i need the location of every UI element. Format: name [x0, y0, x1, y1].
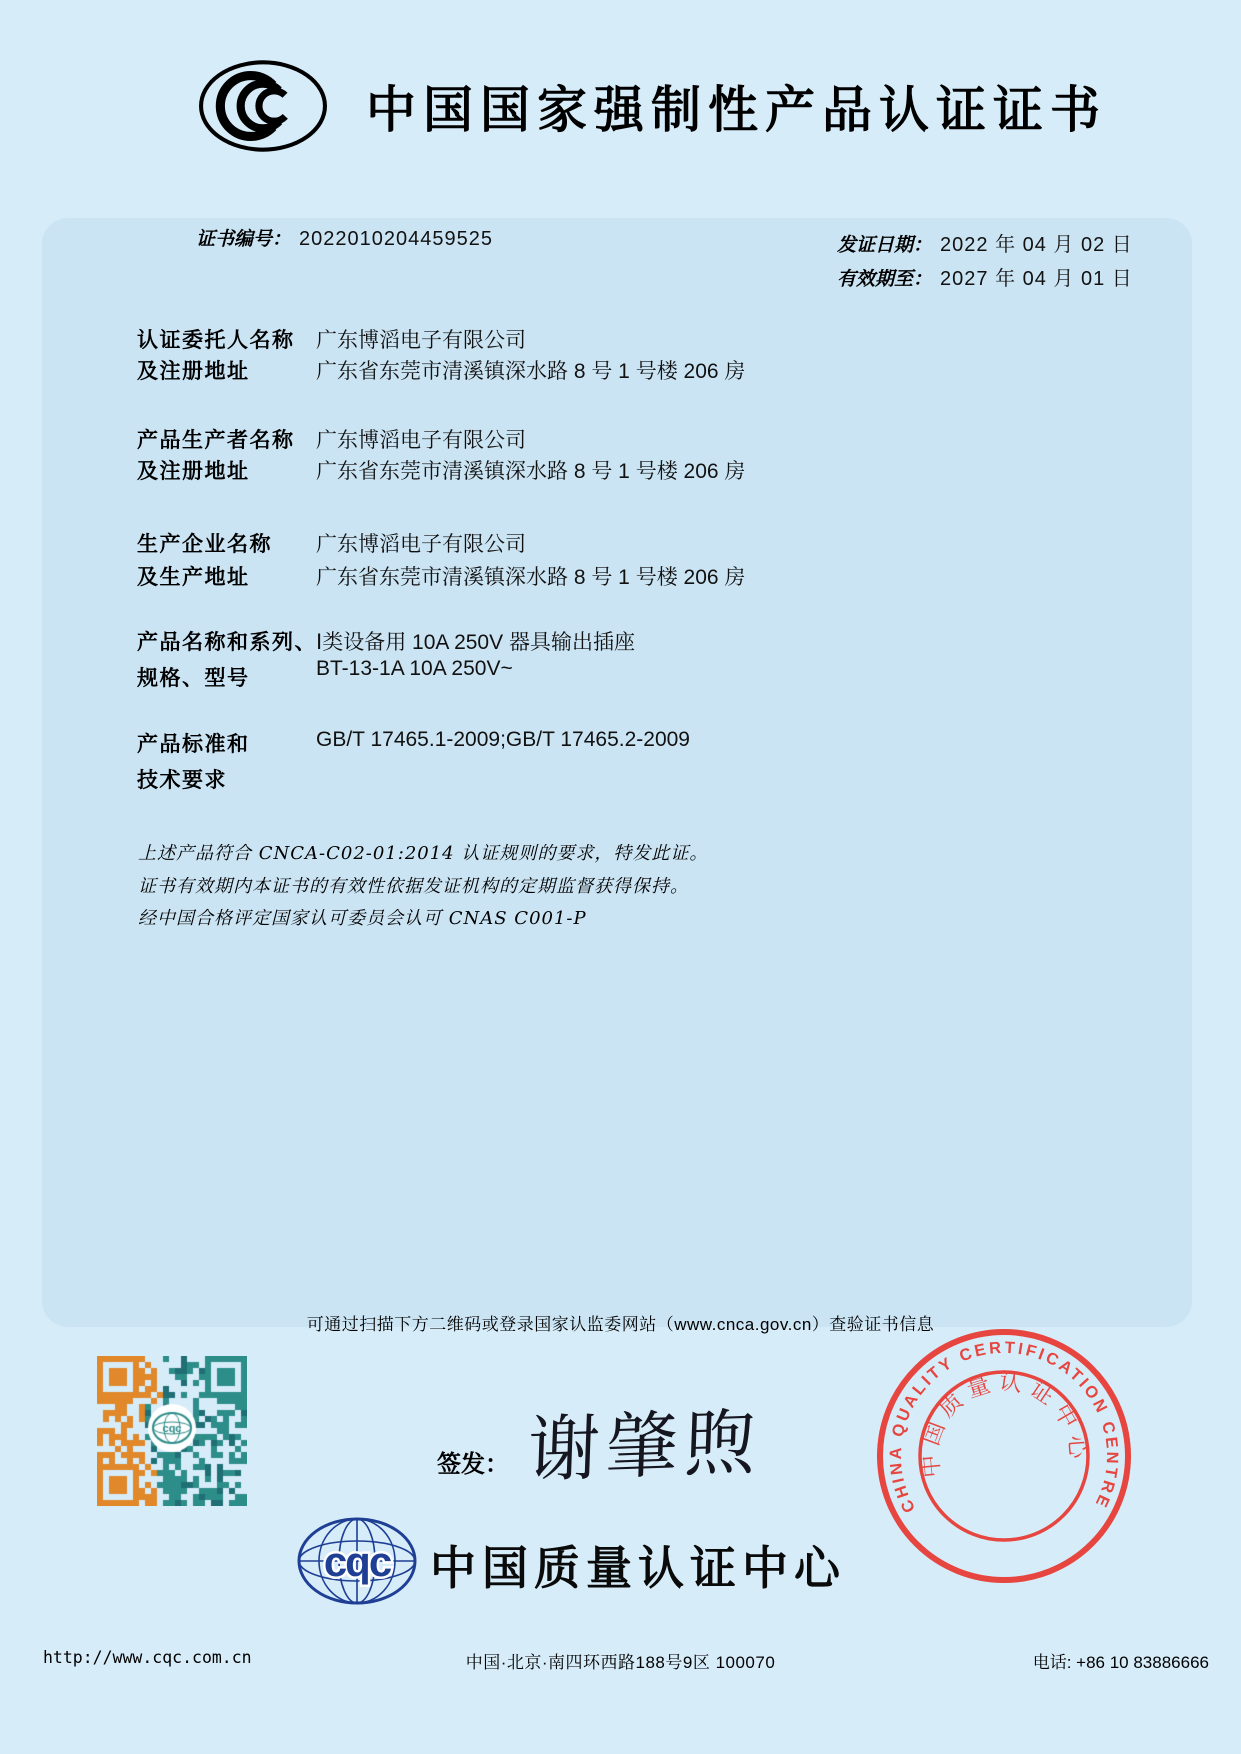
issuer-name: 中国质量认证中心 [430, 1542, 846, 1594]
cqc-logo-letters: cqc [323, 1538, 391, 1585]
field-label: 及注册地址 [137, 360, 250, 383]
footer-phone: 电话: +86 10 83886666 [1032, 1653, 1209, 1672]
certificate-number-label: 证书编号： [196, 228, 292, 250]
field-label: 规格、型号 [137, 667, 250, 690]
certificate-number: 2022010204459525 [299, 228, 493, 250]
qr-code [97, 1356, 247, 1506]
stamp-outer-text: CHINA QUALITY CERTIFICATION CENTRE [886, 1338, 1122, 1516]
field-label: 产品标准和 [137, 733, 250, 756]
field-label: 产品生产者名称 [137, 429, 295, 452]
stamp-inner-text: 中国质量认证中心 [915, 1367, 1092, 1480]
field-label: 及生产地址 [137, 566, 250, 589]
statement-line: 经中国合格评定国家认可委员会认可 CNAS C001-P [138, 908, 587, 929]
sign-label: 签发： [437, 1449, 509, 1478]
field-value: BT-13-1A 10A 250V~ [316, 657, 513, 680]
footer-address: 中国·北京·南四环西路188号9区 100070 [465, 1653, 776, 1672]
field-label: 产品名称和系列、 [137, 631, 317, 654]
svg-text:中国质量认证中心 [916, 1368, 1092, 1479]
field-value: 广东省东莞市清溪镇深水路 8 号 1 号楼 206 房 [316, 566, 746, 589]
page-title: 中国国家强制性产品认证证书 [366, 82, 1107, 138]
certificate-number-row [196, 224, 493, 251]
statements-block [138, 838, 708, 936]
field-value: 广东博滔电子有限公司 [316, 329, 526, 352]
field-label: 认证委托人名称 [137, 329, 295, 352]
field-value: 广东博滔电子有限公司 [316, 429, 526, 452]
valid-until-row [837, 262, 1133, 291]
field-value: Ⅰ类设备用 10A 250V 器具输出插座 [316, 631, 635, 654]
field-label: 生产企业名称 [137, 533, 272, 556]
ccc-mark-icon [198, 58, 328, 154]
field-value: 广东省东莞市清溪镇深水路 8 号 1 号楼 206 房 [316, 460, 746, 483]
valid-until-label: 有效期至： [837, 268, 933, 290]
cqc-globe-icon [296, 1516, 418, 1606]
issue-date: 2022 年 04 月 02 日 [940, 234, 1133, 256]
valid-until-date: 2027 年 04 月 01 日 [940, 268, 1133, 290]
issue-date-label: 发证日期： [837, 234, 933, 256]
issuer-stamp-icon [876, 1328, 1132, 1584]
statement-line: 上述产品符合 CNCA-C02-01:2014 认证规则的要求，特发此证。 [138, 843, 709, 864]
footer-website: http://www.cqc.com.cn [43, 1648, 252, 1667]
field-value: 广东省东莞市清溪镇深水路 8 号 1 号楼 206 房 [316, 360, 746, 383]
signature-handwriting: 谢肇煦 [526, 1399, 764, 1493]
field-label: 技术要求 [137, 769, 227, 792]
statement-line: 证书有效期内本证书的有效性依据发证机构的定期监督获得保持。 [138, 875, 689, 897]
verification-note: 可通过扫描下方二维码或登录国家认监委网站（www.cnca.gov.cn）查验证书信息 [306, 1315, 935, 1334]
field-value: GB/T 17465.1-2009;GB/T 17465.2-2009 [316, 728, 690, 751]
field-value: 广东博滔电子有限公司 [316, 533, 526, 556]
issue-date-row [837, 228, 1133, 257]
field-label: 及注册地址 [137, 460, 250, 483]
